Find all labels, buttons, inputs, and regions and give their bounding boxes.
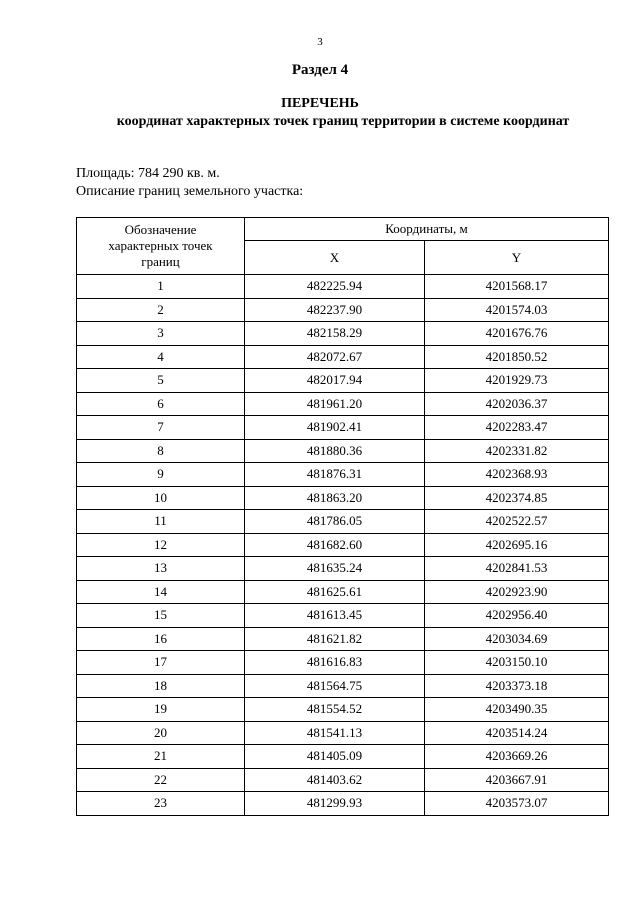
point-number-cell: 8 bbox=[77, 439, 245, 463]
table-row bbox=[77, 674, 609, 698]
header-point-line1: Обозначение bbox=[124, 222, 197, 237]
description-text: Описание границ земельного участка: bbox=[76, 184, 304, 199]
x-coordinate-cell: 482017.94 bbox=[245, 369, 425, 393]
x-coordinate-cell: 481403.62 bbox=[245, 768, 425, 792]
point-number-cell: 20 bbox=[77, 721, 245, 745]
point-number-cell: 18 bbox=[77, 674, 245, 698]
y-coordinate-cell: 4203514.24 bbox=[425, 721, 609, 745]
table-row bbox=[77, 486, 609, 510]
y-coordinate-cell: 4203034.69 bbox=[425, 627, 609, 651]
y-coordinate-cell: 4202695.16 bbox=[425, 533, 609, 557]
y-coordinate-cell: 4201850.52 bbox=[425, 345, 609, 369]
point-number-cell: 16 bbox=[77, 627, 245, 651]
point-number-cell: 12 bbox=[77, 533, 245, 557]
document-heading: ПЕРЕЧЕНЬ bbox=[281, 96, 359, 111]
x-coordinate-cell: 481682.60 bbox=[245, 533, 425, 557]
x-coordinate-cell: 481635.24 bbox=[245, 557, 425, 581]
point-number-cell: 10 bbox=[77, 486, 245, 510]
point-number-cell: 6 bbox=[77, 392, 245, 416]
area-text: Площадь: 784 290 кв. м. bbox=[76, 166, 220, 181]
table-row bbox=[77, 439, 609, 463]
y-coordinate-cell: 4203669.26 bbox=[425, 745, 609, 769]
table-row bbox=[77, 604, 609, 628]
point-number-cell: 1 bbox=[77, 275, 245, 299]
point-number-cell: 14 bbox=[77, 580, 245, 604]
header-point-line3: границ bbox=[141, 254, 180, 269]
point-number-cell: 11 bbox=[77, 510, 245, 534]
point-number-cell: 23 bbox=[77, 792, 245, 816]
x-coordinate-cell: 482158.29 bbox=[245, 322, 425, 346]
document-subheading: координат характерных точек границ территории в системе координат bbox=[116, 114, 570, 129]
x-coordinate-cell: 481564.75 bbox=[245, 674, 425, 698]
y-coordinate-cell: 4203150.10 bbox=[425, 651, 609, 675]
x-coordinate-cell: 481299.93 bbox=[245, 792, 425, 816]
x-coordinate-cell: 482072.67 bbox=[245, 345, 425, 369]
y-coordinate-cell: 4202522.57 bbox=[425, 510, 609, 534]
y-coordinate-cell: 4202841.53 bbox=[425, 557, 609, 581]
x-coordinate-cell: 482237.90 bbox=[245, 298, 425, 322]
table-row bbox=[77, 651, 609, 675]
y-coordinate-cell: 4201676.76 bbox=[425, 322, 609, 346]
x-coordinate-cell: 481554.52 bbox=[245, 698, 425, 722]
x-coordinate-cell: 481405.09 bbox=[245, 745, 425, 769]
table-row bbox=[77, 322, 609, 346]
x-coordinate-cell: 481616.83 bbox=[245, 651, 425, 675]
point-number-cell: 4 bbox=[77, 345, 245, 369]
point-number-cell: 3 bbox=[77, 322, 245, 346]
table-row bbox=[77, 392, 609, 416]
point-number-cell: 17 bbox=[77, 651, 245, 675]
x-coordinate-cell: 481613.45 bbox=[245, 604, 425, 628]
y-coordinate-cell: 4203490.35 bbox=[425, 698, 609, 722]
point-number-cell: 2 bbox=[77, 298, 245, 322]
table-row bbox=[77, 745, 609, 769]
x-coordinate-cell: 481863.20 bbox=[245, 486, 425, 510]
point-number-cell: 19 bbox=[77, 698, 245, 722]
x-coordinate-cell: 481786.05 bbox=[245, 510, 425, 534]
x-coordinate-cell: 481880.36 bbox=[245, 439, 425, 463]
x-coordinate-cell: 481625.61 bbox=[245, 580, 425, 604]
y-coordinate-cell: 4203667.91 bbox=[425, 768, 609, 792]
point-number-cell: 5 bbox=[77, 369, 245, 393]
y-coordinate-cell: 4202956.40 bbox=[425, 604, 609, 628]
y-coordinate-cell: 4201568.17 bbox=[425, 275, 609, 299]
table-row bbox=[77, 369, 609, 393]
point-number-cell: 22 bbox=[77, 768, 245, 792]
header-point-line2: характерных точек bbox=[108, 238, 213, 253]
y-coordinate-cell: 4201574.03 bbox=[425, 298, 609, 322]
x-coordinate-cell: 481902.41 bbox=[245, 416, 425, 440]
y-coordinate-cell: 4202923.90 bbox=[425, 580, 609, 604]
point-number-cell: 15 bbox=[77, 604, 245, 628]
table-row bbox=[77, 345, 609, 369]
x-coordinate-cell: 481876.31 bbox=[245, 463, 425, 487]
x-coordinate-cell: 481621.82 bbox=[245, 627, 425, 651]
y-coordinate-cell: 4203573.07 bbox=[425, 792, 609, 816]
y-coordinate-cell: 4203373.18 bbox=[425, 674, 609, 698]
page-number: 3 bbox=[317, 36, 323, 48]
y-coordinate-cell: 4202368.93 bbox=[425, 463, 609, 487]
y-coordinate-cell: 4202331.82 bbox=[425, 439, 609, 463]
table-row bbox=[77, 275, 609, 299]
y-coordinate-cell: 4202374.85 bbox=[425, 486, 609, 510]
section-title: Раздел 4 bbox=[291, 62, 349, 78]
header-x: X bbox=[245, 241, 425, 275]
y-coordinate-cell: 4202283.47 bbox=[425, 416, 609, 440]
x-coordinate-cell: 481961.20 bbox=[245, 392, 425, 416]
table-body bbox=[77, 275, 609, 816]
table-row bbox=[77, 298, 609, 322]
header-point-designation bbox=[77, 218, 245, 275]
table-row bbox=[77, 533, 609, 557]
x-coordinate-cell: 482225.94 bbox=[245, 275, 425, 299]
table-row bbox=[77, 627, 609, 651]
table-row bbox=[77, 698, 609, 722]
point-number-cell: 13 bbox=[77, 557, 245, 581]
table-row bbox=[77, 463, 609, 487]
point-number-cell: 9 bbox=[77, 463, 245, 487]
header-y: Y bbox=[425, 241, 609, 275]
table-row bbox=[77, 416, 609, 440]
x-coordinate-cell: 481541.13 bbox=[245, 721, 425, 745]
y-coordinate-cell: 4202036.37 bbox=[425, 392, 609, 416]
table-row bbox=[77, 510, 609, 534]
table-row bbox=[77, 792, 609, 816]
y-coordinate-cell: 4201929.73 bbox=[425, 369, 609, 393]
point-number-cell: 7 bbox=[77, 416, 245, 440]
coordinates-table bbox=[76, 217, 609, 816]
table-row bbox=[77, 580, 609, 604]
header-coordinates: Координаты, м bbox=[245, 218, 609, 241]
table-row bbox=[77, 768, 609, 792]
table-row bbox=[77, 557, 609, 581]
table-row bbox=[77, 721, 609, 745]
point-number-cell: 21 bbox=[77, 745, 245, 769]
